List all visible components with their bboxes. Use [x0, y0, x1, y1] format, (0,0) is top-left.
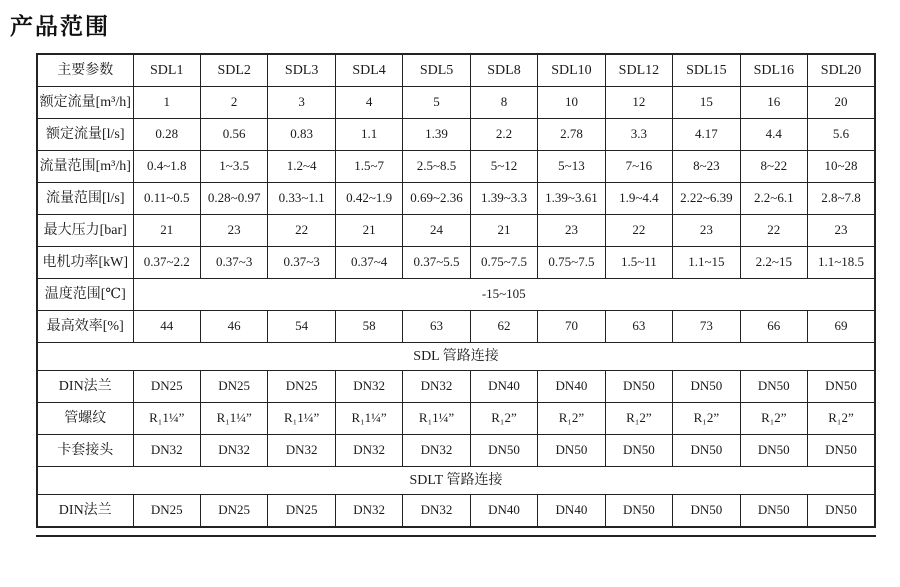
spec-cell: DN32: [335, 435, 402, 467]
spec-cell: DN50: [538, 435, 605, 467]
row-label: 额定流量[l/s]: [37, 119, 133, 151]
spec-cell: R₁2”: [538, 403, 605, 435]
spec-cell: 22: [605, 215, 672, 247]
spec-cell: 0.75~7.5: [470, 247, 537, 279]
spec-cell: DN25: [133, 495, 200, 528]
spec-cell: DN32: [133, 435, 200, 467]
spec-cell: DN50: [808, 495, 875, 528]
spec-cell: 63: [403, 311, 470, 343]
spec-cell: 0.37~2.2: [133, 247, 200, 279]
truncated-next-row-edge: [36, 528, 876, 537]
table-row: [37, 435, 875, 467]
spec-cell: 62: [470, 311, 537, 343]
spec-cell: DN50: [740, 371, 807, 403]
spec-cell: 1.39~3.61: [538, 183, 605, 215]
spec-cell: 16: [740, 87, 807, 119]
spec-cell: 1.1~18.5: [808, 247, 875, 279]
spec-cell: 8: [470, 87, 537, 119]
spec-cell: DN50: [808, 435, 875, 467]
model-column-header: SDL12: [605, 54, 672, 87]
spec-cell: R₁2”: [740, 403, 807, 435]
row-label: 电机功率[kW]: [37, 247, 133, 279]
spec-cell: 1.39: [403, 119, 470, 151]
spec-cell: 0.69~2.36: [403, 183, 470, 215]
spec-cell: R₁2”: [470, 403, 537, 435]
spec-cell: 23: [538, 215, 605, 247]
spec-cell: 0.33~1.1: [268, 183, 335, 215]
spec-cell: 2.8~7.8: [808, 183, 875, 215]
spec-cell: 3.3: [605, 119, 672, 151]
spec-cell: 10~28: [808, 151, 875, 183]
spec-cell: 2.2~6.1: [740, 183, 807, 215]
spec-cell: DN40: [538, 495, 605, 528]
spec-cell: 7~16: [605, 151, 672, 183]
spec-cell: 23: [200, 215, 267, 247]
row-label: 最大压力[bar]: [37, 215, 133, 247]
row-label: 流量范围[m³/h]: [37, 151, 133, 183]
spec-cell: DN32: [335, 371, 402, 403]
spec-cell: DN50: [673, 371, 740, 403]
spec-cell: 2.5~8.5: [403, 151, 470, 183]
row-label: 流量范围[l/s]: [37, 183, 133, 215]
table-row: [37, 371, 875, 403]
spec-cell: DN50: [673, 435, 740, 467]
spec-cell: R₁1¼”: [403, 403, 470, 435]
spec-cell: 2.22~6.39: [673, 183, 740, 215]
table-row: [37, 183, 875, 215]
spec-cell: 5: [403, 87, 470, 119]
spec-cell: 10: [538, 87, 605, 119]
spec-cell: 1.9~4.4: [605, 183, 672, 215]
spec-cell: DN32: [335, 495, 402, 528]
row-label: 额定流量[m³/h]: [37, 87, 133, 119]
spec-cell: 73: [673, 311, 740, 343]
spec-cell: 20: [808, 87, 875, 119]
spec-cell: DN40: [470, 495, 537, 528]
table-row: [37, 311, 875, 343]
row-label: 管螺纹: [37, 403, 133, 435]
spec-cell: DN32: [268, 435, 335, 467]
spec-cell: R₁2”: [808, 403, 875, 435]
model-column-header: SDL5: [403, 54, 470, 87]
spec-cell: 15: [673, 87, 740, 119]
table-row: [37, 151, 875, 183]
spec-cell: DN32: [200, 435, 267, 467]
spec-cell: DN50: [605, 495, 672, 528]
spec-cell: 5~12: [470, 151, 537, 183]
spec-cell: DN50: [808, 371, 875, 403]
spec-cell: DN50: [605, 371, 672, 403]
row-label: DIN法兰: [37, 371, 133, 403]
spec-cell: 8~23: [673, 151, 740, 183]
spec-cell: 3: [268, 87, 335, 119]
spec-cell: 0.28: [133, 119, 200, 151]
spec-cell: DN25: [133, 371, 200, 403]
merged-value-cell: -15~105: [133, 279, 875, 311]
spec-cell: DN40: [538, 371, 605, 403]
spec-cell: 4: [335, 87, 402, 119]
model-column-header: SDL10: [538, 54, 605, 87]
spec-cell: 2.2~15: [740, 247, 807, 279]
spec-cell: 0.56: [200, 119, 267, 151]
spec-cell: R₁1¼”: [133, 403, 200, 435]
table-row: [37, 247, 875, 279]
spec-cell: 2: [200, 87, 267, 119]
section-title: SDLT 管路连接: [37, 467, 875, 495]
table-row: [37, 495, 875, 528]
spec-cell: DN32: [403, 371, 470, 403]
table-row: [37, 119, 875, 151]
spec-cell: 23: [673, 215, 740, 247]
spec-cell: 21: [335, 215, 402, 247]
model-column-header: SDL1: [133, 54, 200, 87]
spec-cell: DN40: [470, 371, 537, 403]
page-title: 产品范围: [10, 13, 110, 39]
spec-cell: 1.39~3.3: [470, 183, 537, 215]
spec-cell: 21: [470, 215, 537, 247]
model-column-header: SDL2: [200, 54, 267, 87]
row-label: DIN法兰: [37, 495, 133, 528]
section-row: [37, 343, 875, 371]
spec-cell: 58: [335, 311, 402, 343]
spec-cell: R₁2”: [673, 403, 740, 435]
section-row: [37, 467, 875, 495]
table-body: [37, 87, 875, 528]
spec-cell: DN32: [403, 435, 470, 467]
spec-cell: 0.75~7.5: [538, 247, 605, 279]
spec-cell: DN50: [605, 435, 672, 467]
table-row: [37, 87, 875, 119]
spec-cell: 1: [133, 87, 200, 119]
spec-cell: 1.5~11: [605, 247, 672, 279]
spec-cell: 1.5~7: [335, 151, 402, 183]
spec-cell: 2.78: [538, 119, 605, 151]
spec-cell: 46: [200, 311, 267, 343]
spec-cell: 5~13: [538, 151, 605, 183]
spec-cell: 1.1: [335, 119, 402, 151]
row-label: 温度范围[℃]: [37, 279, 133, 311]
spec-cell: 0.4~1.8: [133, 151, 200, 183]
spec-cell: DN25: [200, 495, 267, 528]
spec-cell: DN32: [403, 495, 470, 528]
model-column-header: SDL3: [268, 54, 335, 87]
header-row: [37, 54, 875, 87]
spec-cell: 0.37~3: [268, 247, 335, 279]
table-row: [37, 279, 875, 311]
spec-cell: R₁1¼”: [335, 403, 402, 435]
spec-cell: 0.42~1.9: [335, 183, 402, 215]
spec-cell: 54: [268, 311, 335, 343]
spec-cell: DN25: [268, 371, 335, 403]
spec-cell: 66: [740, 311, 807, 343]
spec-cell: DN25: [268, 495, 335, 528]
model-column-header: SDL16: [740, 54, 807, 87]
spec-cell: 5.6: [808, 119, 875, 151]
spec-cell: R₁2”: [605, 403, 672, 435]
spec-cell: 1.2~4: [268, 151, 335, 183]
spec-cell: 4.4: [740, 119, 807, 151]
spec-cell: 0.83: [268, 119, 335, 151]
product-spec-table: [36, 53, 876, 528]
spec-cell: DN50: [470, 435, 537, 467]
model-column-header: SDL8: [470, 54, 537, 87]
spec-cell: R₁1¼”: [268, 403, 335, 435]
spec-cell: 22: [740, 215, 807, 247]
spec-cell: 70: [538, 311, 605, 343]
model-column-header: SDL15: [673, 54, 740, 87]
spec-cell: R₁1¼”: [200, 403, 267, 435]
spec-cell: 4.17: [673, 119, 740, 151]
params-column-header: 主要参数: [37, 54, 133, 87]
table-header: [37, 54, 875, 87]
table-row: [37, 403, 875, 435]
spec-cell: 12: [605, 87, 672, 119]
spec-cell: 0.28~0.97: [200, 183, 267, 215]
spec-cell: 0.37~5.5: [403, 247, 470, 279]
spec-cell: DN25: [200, 371, 267, 403]
spec-cell: 0.37~4: [335, 247, 402, 279]
spec-cell: 2.2: [470, 119, 537, 151]
spec-cell: 22: [268, 215, 335, 247]
spec-cell: 24: [403, 215, 470, 247]
row-label: 最高效率[%]: [37, 311, 133, 343]
spec-cell: 44: [133, 311, 200, 343]
row-label: 卡套接头: [37, 435, 133, 467]
spec-cell: 23: [808, 215, 875, 247]
spec-cell: 0.37~3: [200, 247, 267, 279]
section-title: SDL 管路连接: [37, 343, 875, 371]
table-row: [37, 215, 875, 247]
spec-cell: DN50: [740, 435, 807, 467]
spec-cell: 8~22: [740, 151, 807, 183]
spec-cell: 69: [808, 311, 875, 343]
spec-cell: DN50: [673, 495, 740, 528]
spec-cell: 1~3.5: [200, 151, 267, 183]
spec-cell: DN50: [740, 495, 807, 528]
spec-cell: 63: [605, 311, 672, 343]
spec-cell: 1.1~15: [673, 247, 740, 279]
model-column-header: SDL4: [335, 54, 402, 87]
spec-cell: 21: [133, 215, 200, 247]
model-column-header: SDL20: [808, 54, 875, 87]
spec-cell: 0.11~0.5: [133, 183, 200, 215]
